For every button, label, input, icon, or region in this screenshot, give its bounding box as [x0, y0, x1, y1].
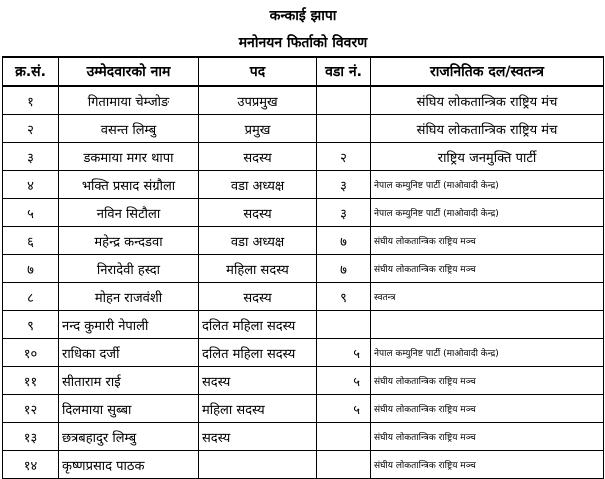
- cell-name[interactable]: छत्रबहादुर लिम्बु: [59, 423, 199, 451]
- title-row: [3, 2, 604, 29]
- cell-name[interactable]: भक्ति प्रसाद संग्रौला: [59, 171, 199, 199]
- candidate-table: [2, 2, 604, 479]
- cell-name[interactable]: मोहन राजवंशी: [59, 283, 199, 311]
- cell-ward[interactable]: [317, 451, 371, 479]
- cell-ward[interactable]: २: [317, 143, 371, 171]
- cell-ward[interactable]: [317, 86, 371, 115]
- cell-sn[interactable]: २: [3, 115, 59, 143]
- cell-ward[interactable]: [317, 115, 371, 143]
- table-row[interactable]: [3, 423, 604, 451]
- cell-post[interactable]: महिला सदस्य: [199, 255, 317, 283]
- cell-post[interactable]: वडा अध्यक्ष: [199, 227, 317, 255]
- cell-party[interactable]: संघिय लोकतान्त्रिक राष्ट्रिय मंच: [371, 86, 604, 115]
- cell-name[interactable]: नविन सिटौला: [59, 199, 199, 227]
- table-row[interactable]: [3, 143, 604, 171]
- cell-post[interactable]: सदस्य: [199, 199, 317, 227]
- table-row[interactable]: [3, 115, 604, 143]
- cell-party[interactable]: संघिय लोकतान्त्रिक राष्ट्रिय मंच: [371, 115, 604, 143]
- cell-sn[interactable]: ७: [3, 255, 59, 283]
- cell-post[interactable]: सदस्य: [199, 367, 317, 395]
- cell-ward[interactable]: ५: [317, 367, 371, 395]
- cell-sn[interactable]: ११: [3, 367, 59, 395]
- table-row[interactable]: [3, 199, 604, 227]
- cell-sn[interactable]: १: [3, 86, 59, 115]
- cell-ward[interactable]: ५: [317, 395, 371, 423]
- cell-ward[interactable]: ५: [317, 339, 371, 367]
- subtitle-row: [3, 29, 604, 57]
- header-row: [3, 57, 604, 86]
- header-party: राजनितिक दल/स्वतन्त्र: [371, 57, 604, 86]
- cell-ward[interactable]: ३: [317, 199, 371, 227]
- cell-name[interactable]: सीताराम राई: [59, 367, 199, 395]
- cell-post[interactable]: प्रमुख: [199, 115, 317, 143]
- table-row[interactable]: [3, 255, 604, 283]
- cell-name[interactable]: वसन्त लिम्बु: [59, 115, 199, 143]
- cell-post[interactable]: दलित महिला सदस्य: [199, 311, 317, 339]
- cell-post[interactable]: महिला सदस्य: [199, 395, 317, 423]
- cell-party[interactable]: स्वतन्त्र: [371, 283, 604, 311]
- cell-sn[interactable]: १२: [3, 395, 59, 423]
- cell-name[interactable]: गितामाया चेम्जोङ: [59, 86, 199, 115]
- table-row[interactable]: [3, 283, 604, 311]
- cell-ward[interactable]: ७: [317, 255, 371, 283]
- cell-name[interactable]: डकमाया मगर थापा: [59, 143, 199, 171]
- cell-ward[interactable]: ३: [317, 171, 371, 199]
- cell-post[interactable]: सदस्य: [199, 143, 317, 171]
- cell-post[interactable]: सदस्य: [199, 423, 317, 451]
- cell-sn[interactable]: १४: [3, 451, 59, 479]
- cell-post[interactable]: सदस्य: [199, 283, 317, 311]
- header-ward: वडा नं.: [317, 57, 371, 86]
- cell-party[interactable]: संघीय लोकतान्त्रिक राष्ट्रिय मञ्च: [371, 451, 604, 479]
- cell-sn[interactable]: ८: [3, 283, 59, 311]
- cell-name[interactable]: राधिका दर्जी: [59, 339, 199, 367]
- cell-sn[interactable]: ४: [3, 171, 59, 199]
- table-row[interactable]: [3, 86, 604, 115]
- cell-name[interactable]: महेन्द्र कन्दडवा: [59, 227, 199, 255]
- cell-party[interactable]: [371, 311, 604, 339]
- page-title: कन्काई झापा: [269, 8, 337, 24]
- cell-name[interactable]: दिलमाया सुब्बा: [59, 395, 199, 423]
- cell-sn[interactable]: १०: [3, 339, 59, 367]
- header-sn: क्र.सं.: [3, 57, 59, 86]
- cell-party[interactable]: नेपाल कम्युनिष्ट पार्टी (माओवादी केन्द्र): [371, 339, 604, 367]
- cell-sn[interactable]: ५: [3, 199, 59, 227]
- header-name: उम्मेदवारको नाम: [59, 57, 199, 86]
- page-subtitle: मनोनयन फिर्ताको विवरण: [238, 35, 368, 51]
- table-row[interactable]: [3, 367, 604, 395]
- cell-ward[interactable]: [317, 311, 371, 339]
- cell-sn[interactable]: ६: [3, 227, 59, 255]
- cell-party[interactable]: नेपाल कम्युनिष्ट पार्टी (माओवादी केन्द्र): [371, 171, 604, 199]
- table-row[interactable]: [3, 395, 604, 423]
- cell-name[interactable]: नन्द कुमारी नेपाली: [59, 311, 199, 339]
- cell-ward[interactable]: ९: [317, 283, 371, 311]
- table-row[interactable]: [3, 311, 604, 339]
- cell-post[interactable]: उपप्रमुख: [199, 86, 317, 115]
- cell-party[interactable]: संघीय लोकतान्त्रिक राष्ट्रिय मञ्च: [371, 423, 604, 451]
- table-row[interactable]: [3, 227, 604, 255]
- cell-party[interactable]: संघीय लोकतान्त्रिक राष्ट्रिय मञ्च: [371, 227, 604, 255]
- cell-party[interactable]: संघीय लोकतान्त्रिक राष्ट्रिय मञ्च: [371, 255, 604, 283]
- cell-name[interactable]: कृष्णप्रसाद पाठक: [59, 451, 199, 479]
- cell-post[interactable]: वडा अध्यक्ष: [199, 171, 317, 199]
- cell-sn[interactable]: १३: [3, 423, 59, 451]
- cell-party[interactable]: नेपाल कम्युनिष्ट पार्टी (माओवादी केन्द्र): [371, 199, 604, 227]
- cell-sn[interactable]: ३: [3, 143, 59, 171]
- cell-party[interactable]: संघीय लोकतान्त्रिक राष्ट्रिय मञ्च: [371, 367, 604, 395]
- cell-name[interactable]: निरादेवी हस्दा: [59, 255, 199, 283]
- table-row[interactable]: [3, 339, 604, 367]
- cell-post[interactable]: दलित महिला सदस्य: [199, 339, 317, 367]
- table-row[interactable]: [3, 451, 604, 479]
- header-post: पद: [199, 57, 317, 86]
- cell-party[interactable]: राष्ट्रिय जनमुक्ति पार्टी: [371, 143, 604, 171]
- cell-ward[interactable]: [317, 423, 371, 451]
- cell-party[interactable]: संघीय लोकतान्त्रिक राष्ट्रिय मञ्च: [371, 395, 604, 423]
- cell-ward[interactable]: ७: [317, 227, 371, 255]
- cell-post[interactable]: [199, 451, 317, 479]
- table-row[interactable]: [3, 171, 604, 199]
- cell-sn[interactable]: ९: [3, 311, 59, 339]
